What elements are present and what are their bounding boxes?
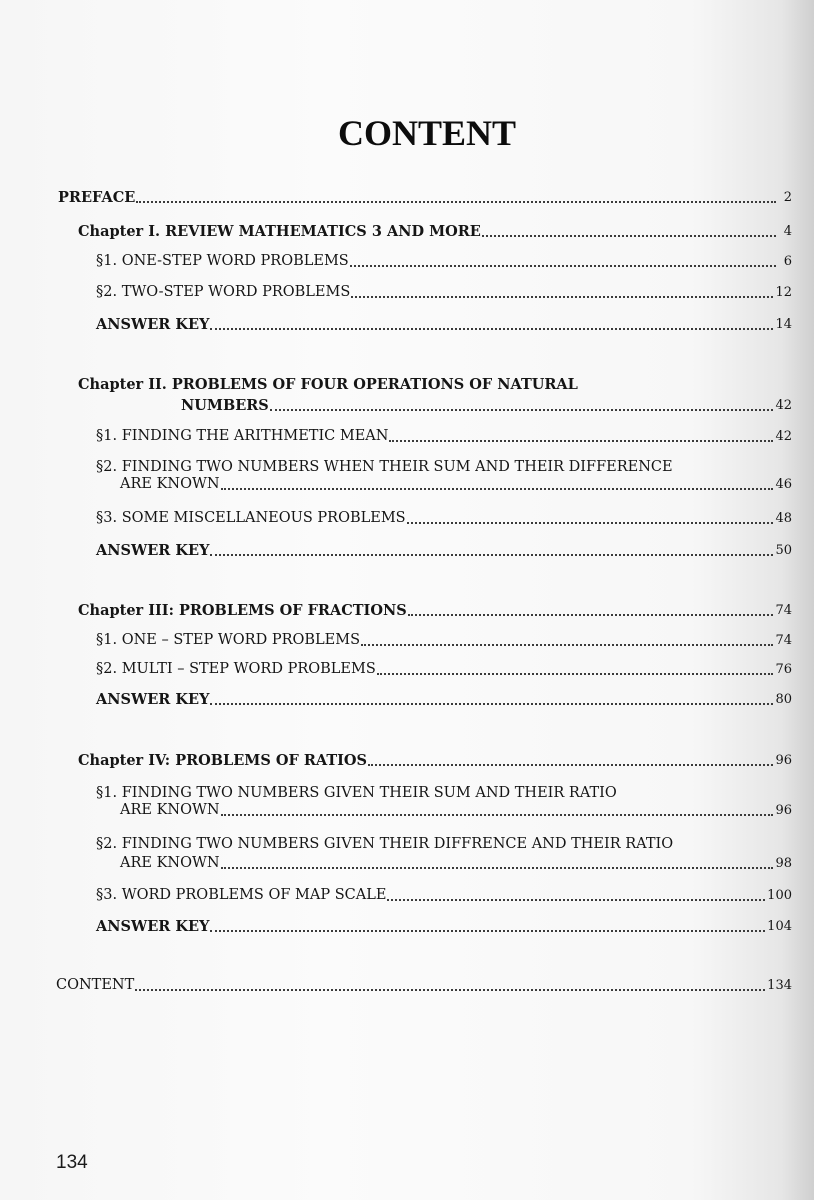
toc-label: §3. SOME MISCELLANEOUS PROBLEMS — [96, 510, 406, 526]
toc-page: 104 — [767, 919, 792, 934]
toc-label: §3. WORD PROBLEMS OF MAP SCALE — [96, 887, 387, 903]
toc-label: ANSWER KEY — [96, 691, 210, 708]
toc-label: Chapter III: PROBLEMS OF FRACTIONS — [78, 602, 407, 619]
toc-section[interactable] — [96, 510, 792, 527]
toc-answer-key[interactable] — [96, 316, 792, 333]
toc-label: ANSWER KEY — [96, 918, 210, 935]
toc-page: 96 — [775, 803, 792, 818]
toc-label-line2: ARE KNOWN — [120, 476, 220, 492]
toc-chapter-1[interactable] — [78, 223, 792, 240]
toc-section[interactable] — [96, 836, 792, 872]
toc-label: §1. ONE-STEP WORD PROBLEMS — [96, 253, 349, 269]
dot-leader — [210, 554, 773, 556]
toc-label-line1: §2. FINDING TWO NUMBERS GIVEN THEIR DIFFRENCE AND THEIR RATIO — [96, 836, 674, 852]
toc-label: ANSWER KEY — [96, 316, 210, 333]
toc-page: 14 — [775, 317, 792, 332]
toc-chapter-3[interactable] — [78, 602, 792, 619]
toc-label-line2: ARE KNOWN — [120, 855, 220, 871]
toc-page: 96 — [775, 753, 792, 768]
toc-section[interactable] — [96, 887, 792, 904]
toc-chapter-4[interactable] — [78, 752, 792, 769]
dot-leader — [361, 644, 773, 646]
toc-page: 76 — [775, 662, 792, 677]
dot-leader — [221, 488, 774, 490]
toc-page: 98 — [775, 856, 792, 871]
dot-leader — [221, 867, 774, 869]
toc-label: §2. TWO-STEP WORD PROBLEMS — [96, 284, 351, 300]
toc-label-line1: §1. FINDING TWO NUMBERS GIVEN THEIR SUM AND THEIR RATIO — [96, 785, 617, 801]
dot-leader — [389, 440, 773, 442]
toc-page: 74 — [775, 633, 792, 648]
toc-label: CONTENT — [56, 977, 135, 993]
toc-label-line2: NUMBERS — [181, 397, 269, 414]
dot-leader — [377, 673, 774, 675]
dot-leader — [136, 201, 776, 203]
dot-leader — [135, 989, 765, 991]
toc-answer-key[interactable] — [96, 918, 792, 935]
toc-label-line1: §2. FINDING TWO NUMBERS WHEN THEIR SUM AND THEIR DIFFERENCE — [96, 459, 673, 475]
toc-label: §2. MULTI – STEP WORD PROBLEMS — [96, 661, 376, 677]
dot-leader — [408, 614, 774, 616]
toc-label-line2: ARE KNOWN — [120, 802, 220, 818]
toc-section[interactable] — [96, 632, 792, 649]
dot-leader — [210, 328, 773, 330]
page-number: 134 — [56, 1152, 88, 1173]
toc-page: 74 — [775, 603, 792, 618]
toc-label-line1: Chapter II. PROBLEMS OF FOUR OPERATIONS OF NATURAL — [78, 376, 578, 393]
toc-page: 134 — [767, 978, 792, 993]
dot-leader — [407, 522, 774, 524]
dot-leader — [368, 764, 773, 766]
toc-page: 12 — [775, 285, 792, 300]
page-title: CONTENT — [337, 113, 517, 153]
toc-section[interactable] — [96, 428, 792, 445]
dot-leader — [482, 235, 776, 237]
toc-label: Chapter I. REVIEW MATHEMATICS 3 AND MORE — [78, 223, 481, 240]
toc-section[interactable] — [96, 459, 792, 493]
toc-page: 2 — [783, 190, 792, 205]
toc-label: §1. ONE – STEP WORD PROBLEMS — [96, 632, 361, 648]
toc-page: 100 — [767, 888, 792, 903]
dot-leader — [351, 296, 773, 298]
toc-page: 42 — [775, 429, 792, 444]
toc-label: Chapter IV: PROBLEMS OF RATIOS — [78, 752, 368, 769]
toc-answer-key[interactable] — [96, 691, 792, 708]
toc-label: PREFACE — [58, 189, 136, 206]
toc-label: ANSWER KEY — [96, 542, 210, 559]
toc-page: 42 — [775, 398, 792, 413]
dot-leader — [387, 899, 765, 901]
dot-leader — [270, 409, 774, 411]
toc-section[interactable] — [96, 661, 792, 678]
toc-page: 4 — [783, 224, 792, 239]
dot-leader — [210, 703, 773, 705]
dot-leader — [350, 265, 776, 267]
toc-page: 6 — [783, 254, 792, 269]
toc-answer-key[interactable] — [96, 542, 792, 559]
toc-page: 48 — [775, 511, 792, 526]
toc-section[interactable] — [96, 253, 792, 270]
dot-leader — [221, 814, 774, 816]
toc-page: 80 — [775, 692, 792, 707]
toc-section[interactable] — [96, 785, 792, 819]
toc-section[interactable] — [96, 284, 792, 301]
toc-entry-content[interactable] — [56, 977, 792, 994]
dot-leader — [210, 930, 765, 932]
toc-chapter-2[interactable] — [78, 376, 792, 414]
toc-page: 50 — [775, 543, 792, 558]
toc-label: §1. FINDING THE ARITHMETIC MEAN — [96, 428, 389, 444]
toc-entry-preface[interactable] — [58, 189, 792, 206]
toc-page: 46 — [775, 477, 792, 492]
